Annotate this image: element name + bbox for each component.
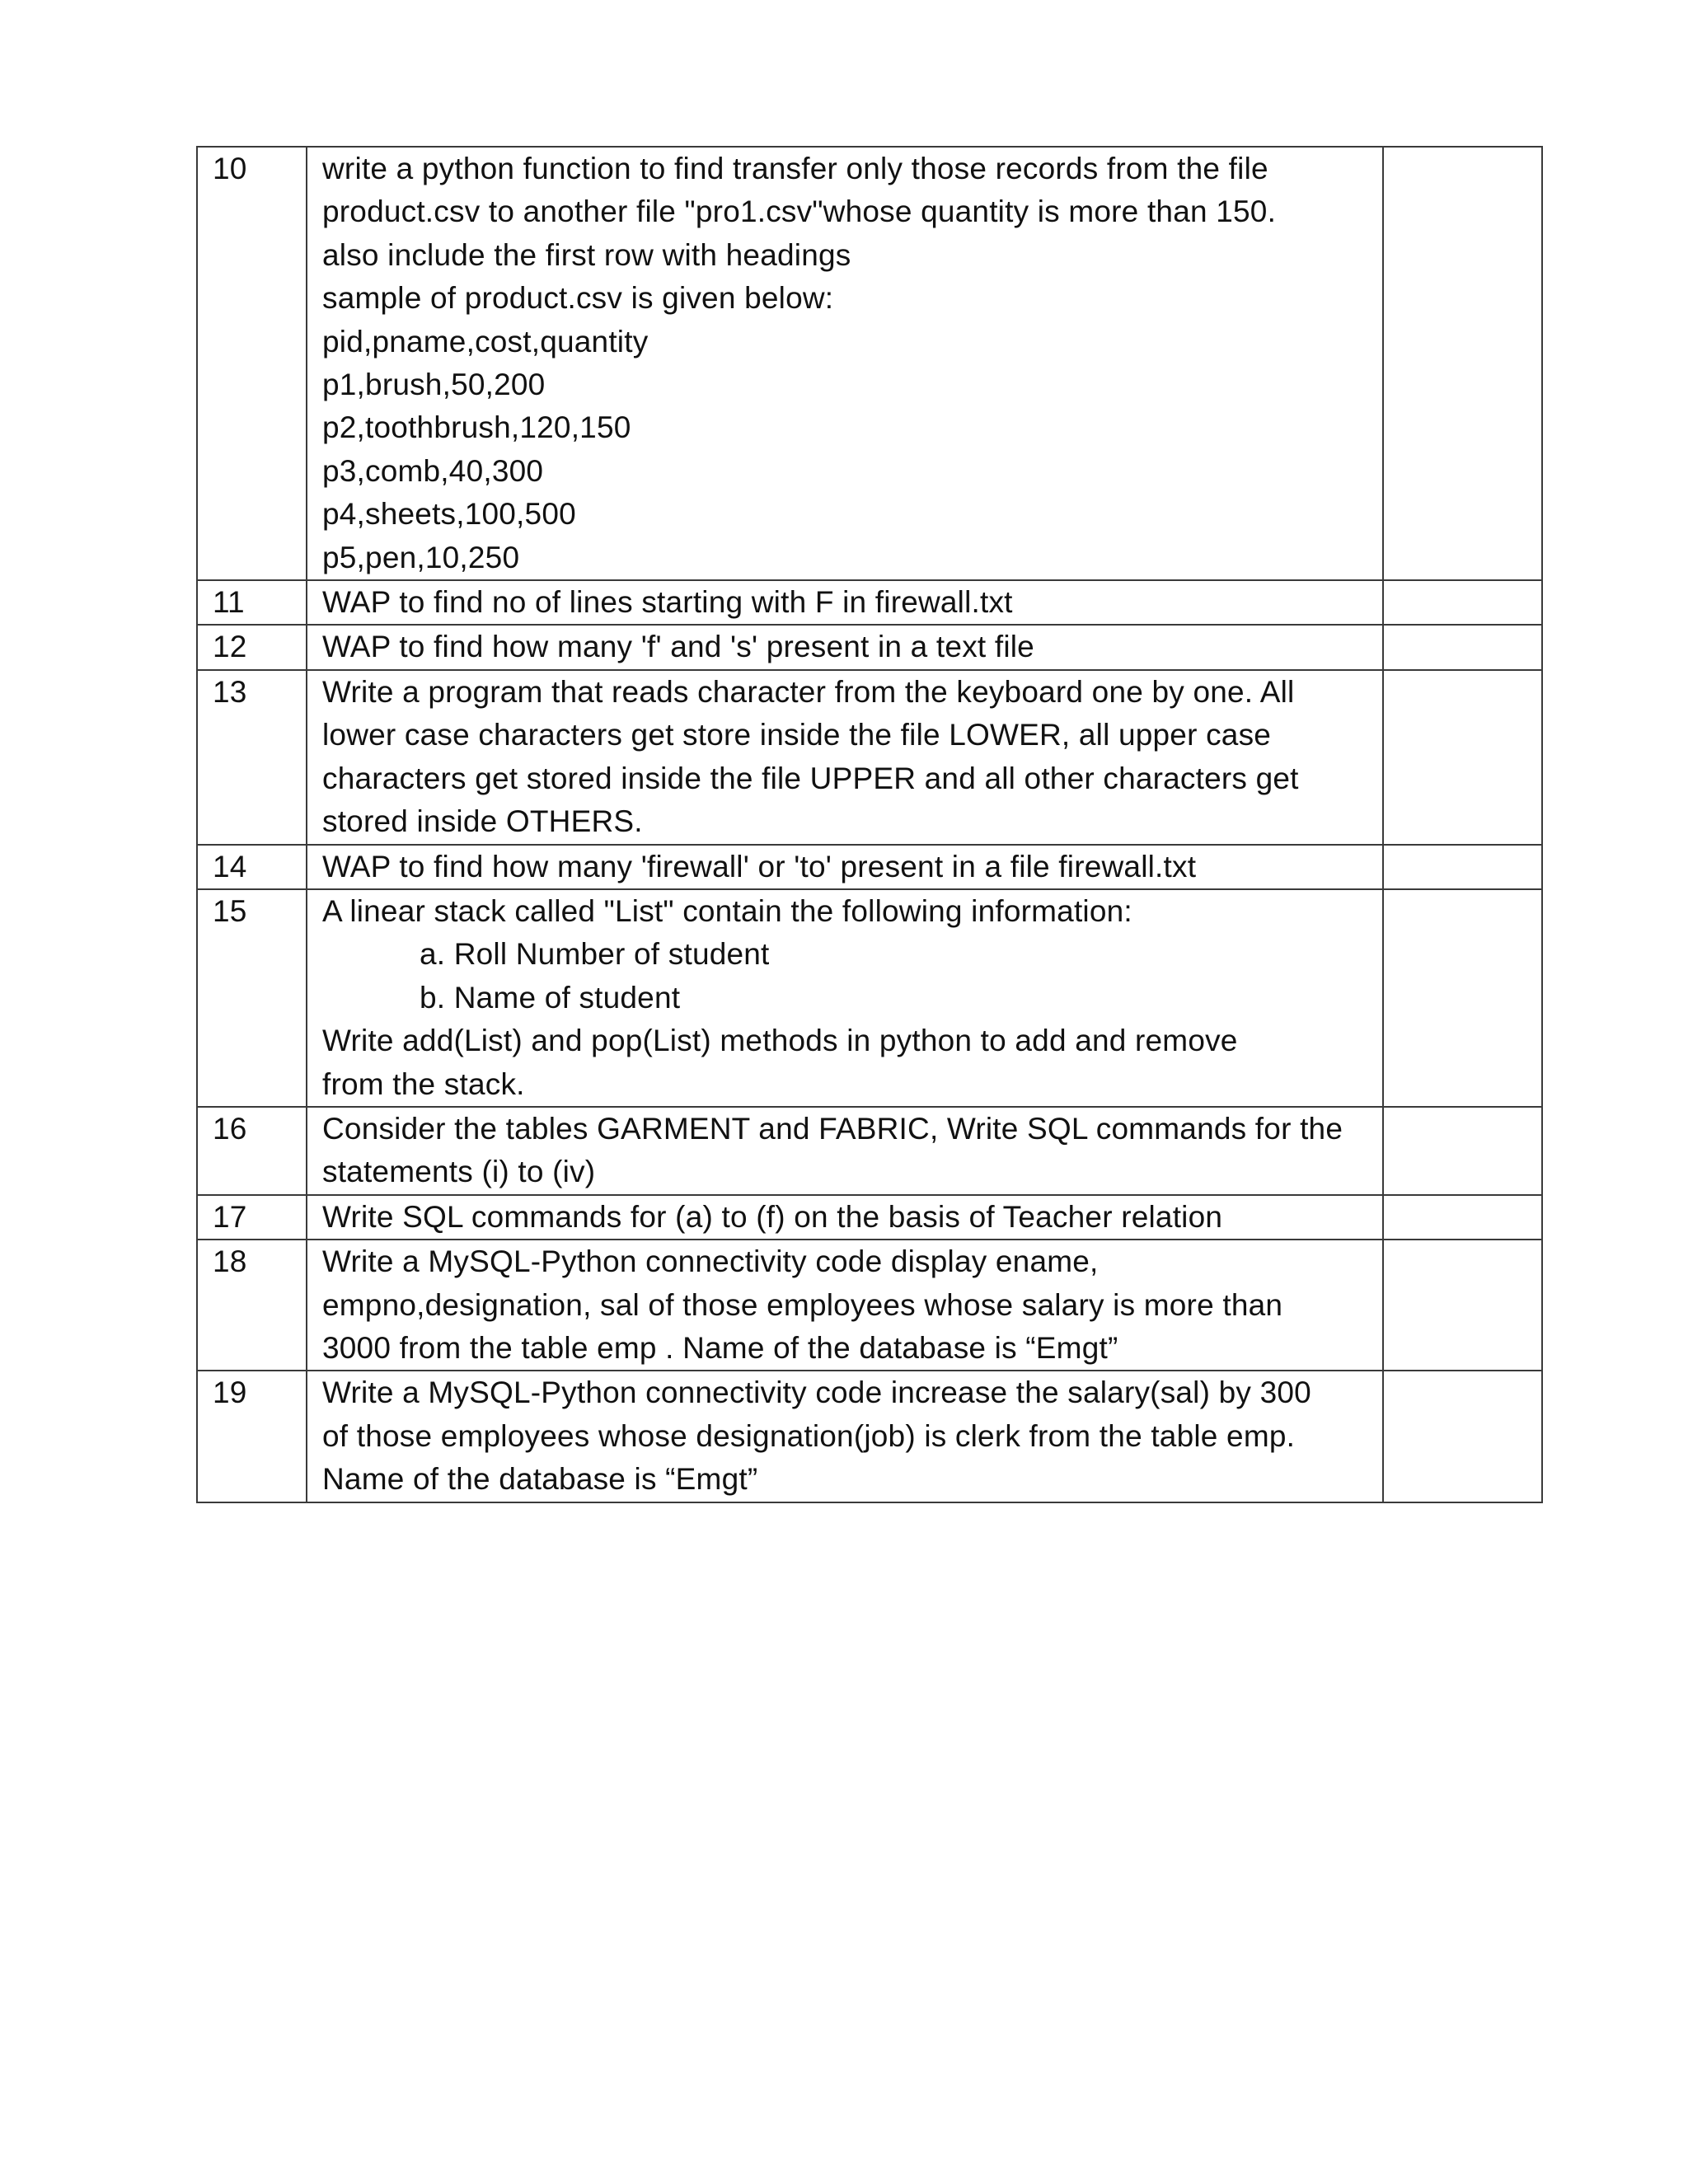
question-line: characters get stored inside the file UPPER and all other characters get <box>322 761 1299 795</box>
table-row <box>197 889 1542 1107</box>
question-line: also include the first row with headings <box>322 237 851 272</box>
question-text <box>307 147 1383 580</box>
blank-cell <box>1383 1107 1542 1195</box>
question-line: write a python function to find transfer only those records from the file <box>322 152 1268 185</box>
blank-cell <box>1383 147 1542 580</box>
question-number: 11 <box>197 580 307 625</box>
csv-sample-line: p4,sheets,100,500 <box>322 497 576 532</box>
question-text <box>307 845 1383 889</box>
question-number: 12 <box>197 625 307 669</box>
question-text <box>307 1240 1383 1371</box>
question-line: Consider the tables GARMENT and FABRIC, Write SQL commands for the <box>322 1111 1343 1146</box>
blank-cell <box>1383 845 1542 889</box>
list-item: b. Name of student <box>420 980 681 1015</box>
question-line: Name of the database is “Emgt” <box>322 1462 758 1497</box>
question-line: Write SQL commands for (a) to (f) on the basis of Teacher relation <box>322 1199 1223 1234</box>
question-text <box>307 580 1383 625</box>
blank-cell <box>1383 1195 1542 1240</box>
question-line: statements (i) to (iv) <box>322 1155 596 1189</box>
question-number: 18 <box>197 1240 307 1371</box>
question-line: Write add(List) and pop(List) methods in python to add and remove <box>322 1024 1238 1058</box>
question-text <box>307 1371 1383 1502</box>
question-number: 15 <box>197 889 307 1107</box>
csv-sample-line: p2,toothbrush,120,150 <box>322 410 631 445</box>
question-line: 3000 from the table emp . Name of the database is “Emgt” <box>322 1330 1118 1365</box>
question-line: Write a MySQL-Python connectivity code display ename, <box>322 1244 1099 1279</box>
blank-cell <box>1383 580 1542 625</box>
question-number: 14 <box>197 845 307 889</box>
question-number: 17 <box>197 1195 307 1240</box>
practical-questions-table <box>196 146 1543 1503</box>
question-line: WAP to find how many 'firewall' or 'to' present in a file firewall.txt <box>322 849 1197 883</box>
list-item: a. Roll Number of student <box>420 937 770 972</box>
table-row <box>197 625 1542 669</box>
question-number: 19 <box>197 1371 307 1502</box>
question-line: lower case characters get store inside the file LOWER, all upper case <box>322 718 1272 752</box>
table-row <box>197 1107 1542 1195</box>
question-text <box>307 889 1383 1107</box>
question-line: A linear stack called "List" contain the following information: <box>322 893 1132 928</box>
csv-sample-line: p1,brush,50,200 <box>322 368 546 402</box>
question-line: Write a program that reads character from the keyboard one by one. All <box>322 674 1295 709</box>
question-line: product.csv to another file "pro1.csv"whose quantity is more than 150. <box>322 194 1277 229</box>
question-line: of those employees whose designation(job) is clerk from the table emp. <box>322 1418 1296 1453</box>
question-text <box>307 625 1383 669</box>
question-text <box>307 1107 1383 1195</box>
question-text <box>307 670 1383 845</box>
question-line: stored inside OTHERS. <box>322 804 643 839</box>
table-row <box>197 1371 1542 1502</box>
blank-cell <box>1383 1371 1542 1502</box>
csv-sample-line: p5,pen,10,250 <box>322 540 520 574</box>
table-row <box>197 580 1542 625</box>
table-row <box>197 845 1542 889</box>
csv-sample-line: pid,pname,cost,quantity <box>322 324 649 359</box>
question-text <box>307 1195 1383 1240</box>
blank-cell <box>1383 1240 1542 1371</box>
table-row <box>197 147 1542 580</box>
question-line: from the stack. <box>322 1066 525 1101</box>
question-line: WAP to find no of lines starting with F in firewall.txt <box>322 585 1013 620</box>
blank-cell <box>1383 889 1542 1107</box>
table-row <box>197 1240 1542 1371</box>
question-line: Write a MySQL-Python connectivity code increase the salary(sal) by 300 <box>322 1376 1311 1410</box>
table-row <box>197 1195 1542 1240</box>
table-row <box>197 670 1542 845</box>
question-line: WAP to find how many 'f' and 's' present in a text file <box>322 630 1034 664</box>
blank-cell <box>1383 625 1542 669</box>
question-line: empno,designation, sal of those employees whose salary is more than <box>322 1287 1283 1322</box>
question-number: 13 <box>197 670 307 845</box>
csv-sample-line: p3,comb,40,300 <box>322 453 544 488</box>
question-line: sample of product.csv is given below: <box>322 281 834 316</box>
question-number: 16 <box>197 1107 307 1195</box>
question-number: 10 <box>197 147 307 580</box>
blank-cell <box>1383 670 1542 845</box>
